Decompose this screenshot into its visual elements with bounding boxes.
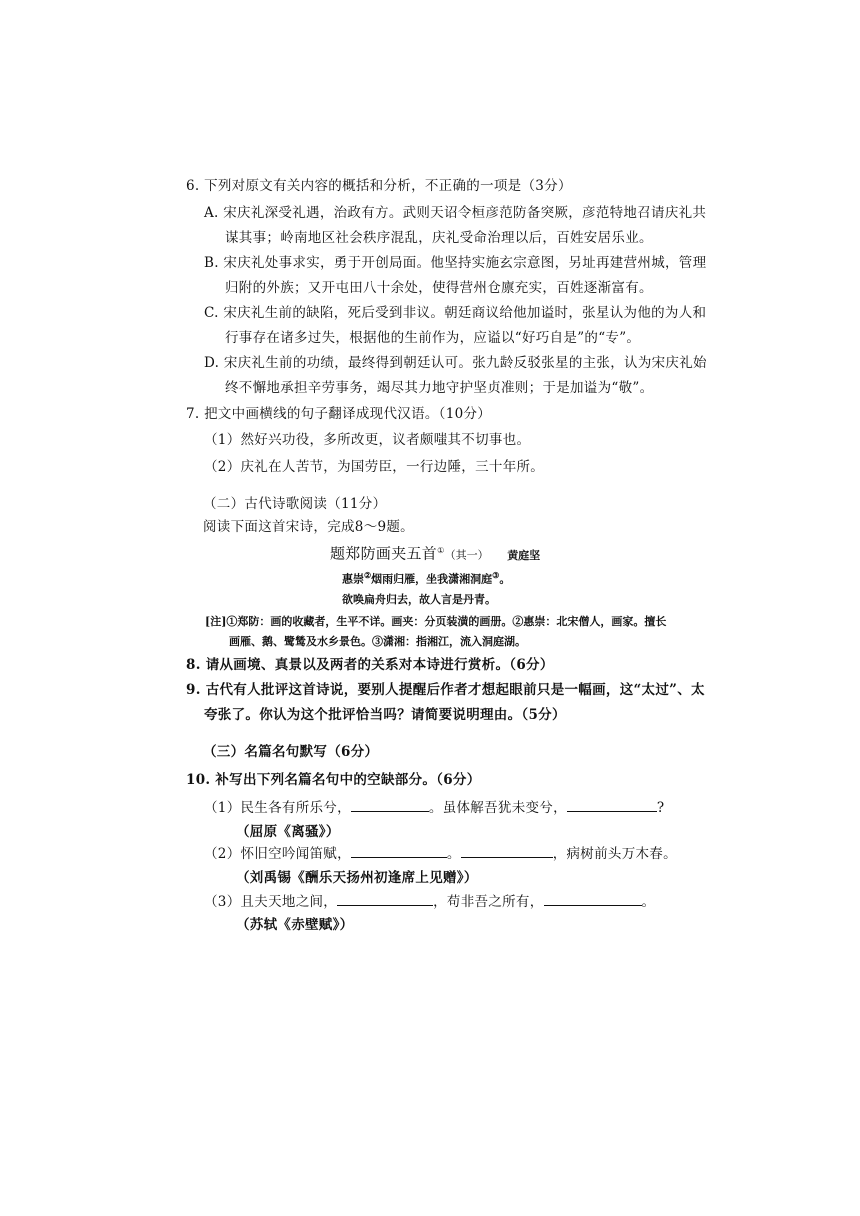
q10-item-1-source: （屈原《离骚》） [236,824,340,840]
q6-stem: 6. 下列对原文有关内容的概括和分析，不正确的一项是（3分） [186,178,572,194]
q10-item-2-source: （刘禹锡《酬乐天扬州初逢席上见赠》） [236,870,478,886]
q10-item-1-text-a: （1）民生各有所乐兮， [204,800,351,816]
q10-item-1-text-c: ? [656,800,665,816]
q10-item-3-source: （苏轼《赤壁赋》） [236,917,354,933]
note-mark-1: ① [437,546,445,555]
q7-stem: 7. 把文中画横线的句子翻译成现代汉语。（10分） [186,406,492,422]
q8-stem: 8. 请从画境、真景以及两者的关系对本诗进行赏析。（6分） [186,657,554,673]
poem-title-line [330,541,540,566]
note-mark-2: ② [364,570,372,580]
q6-option-d-line2: 终不懈地承担辛劳事务，竭尽其力地守护坚贞准则；于是加谥为“敬”。 [225,380,654,396]
poem-title-suffix: （其一） [444,548,489,562]
poem-note-line1: [注]①郑防：画的收藏者，生平不详。画夹：分页装潢的画册。②惠崇：北宋僧人，画家。擅长 [205,615,667,628]
q6-option-c-line1: C. 宋庆礼生前的缺陷，死后受到非议。朝廷商议给他加谥时，张星认为他的为人和 [204,305,707,321]
q10-item-2-blank-2[interactable] [461,844,553,858]
q6-option-c-line2: 行事存在诸多过失，根据他的生前作为，应谥以“好巧自是”的“专”。 [225,330,641,346]
poem-line-1-a: 惠崇 [342,572,364,586]
q10-item-3-text-a: （3）且夫天地之间， [204,894,338,910]
q10-item-2-text-a: （2）怀旧空吟闻笛赋， [204,846,351,862]
section2-intro: 阅读下面这首宋诗，完成8～9题。 [203,519,414,535]
q10-item-1 [204,798,664,818]
q6-option-a-line2: 谋其事；岭南地区社会秩序混乱，庆礼受命治理以后，百姓安居乐业。 [225,230,653,246]
q10-stem: 10. 补写出下列名篇名句中的空缺部分。（6分） [186,772,481,788]
section3-heading: （三）名篇名句默写（6分） [203,744,379,760]
poem-line-1-b: 烟雨归雁，坐我潇湘洞庭 [371,572,493,586]
q10-item-2 [204,844,677,864]
poem-line-1 [342,565,510,590]
poem-line-2: 欲唤扁舟归去，故人言是丹青。 [342,593,496,606]
q10-item-3-blank-2[interactable] [544,892,642,906]
q10-item-1-blank-2[interactable] [567,798,657,812]
q6-option-b-line2: 归附的外族；又开屯田八十余处，使得营州仓廪充实，百姓逐渐富有。 [225,280,653,296]
q6-option-b-line1: B. 宋庆礼处事求实，勇于开创局面。他坚持实施玄宗意图，另址再建营州城，管理 [204,255,707,271]
poem-note-line2: 画雁、鹅、鹭鸶及水乡景色。③潇湘：指湘江，流入洞庭湖。 [229,635,526,648]
poem-author: 黄庭坚 [507,548,541,562]
section2-heading: （二）古代诗歌阅读（11分） [203,496,387,512]
q10-item-1-text-b: 。虽体解吾犹未变兮， [428,800,567,816]
q10-item-3 [204,892,655,912]
q10-item-3-text-c: 。 [641,894,656,910]
q6-option-a-line1: A. 宋庆礼深受礼遇，治政有方。武则天诏令桓彦范防备突厥，彦范特地召请庆礼共 [204,205,707,221]
q10-item-2-text-c: ，病树前头万木春。 [552,846,677,862]
poem-line-1-end: 。 [499,572,511,586]
q10-item-3-text-b: ，苟非吾之所有， [433,894,544,910]
q10-item-3-blank-1[interactable] [337,892,433,906]
poem-title: 题郑防画夹五首 [330,544,438,563]
q10-item-1-blank-1[interactable] [351,798,429,812]
q9-stem-line1: 9. 古代有人批评这首诗说，要别人提醒后作者才想起眼前只是一幅画，这“太过”、太 [186,682,705,698]
q10-item-2-blank-1[interactable] [351,844,447,858]
q7-sentence-1: （1）然好兴功役，多所改更，议者颇嗤其不切事也。 [204,432,531,448]
q6-option-d-line1: D. 宋庆礼生前的功绩，最终得到朝廷认可。张九龄反驳张星的主张，认为宋庆礼始 [204,355,707,371]
note-mark-3: ③ [492,570,500,580]
q7-sentence-2: （2）庆礼在人苦节，为国劳臣，一行边陲，三十年所。 [204,459,545,475]
q9-stem-line2: 夸张了。你认为这个批评恰当吗？请简要说明理由。（5分） [204,707,566,723]
q10-item-2-text-b: 。 [446,846,461,862]
